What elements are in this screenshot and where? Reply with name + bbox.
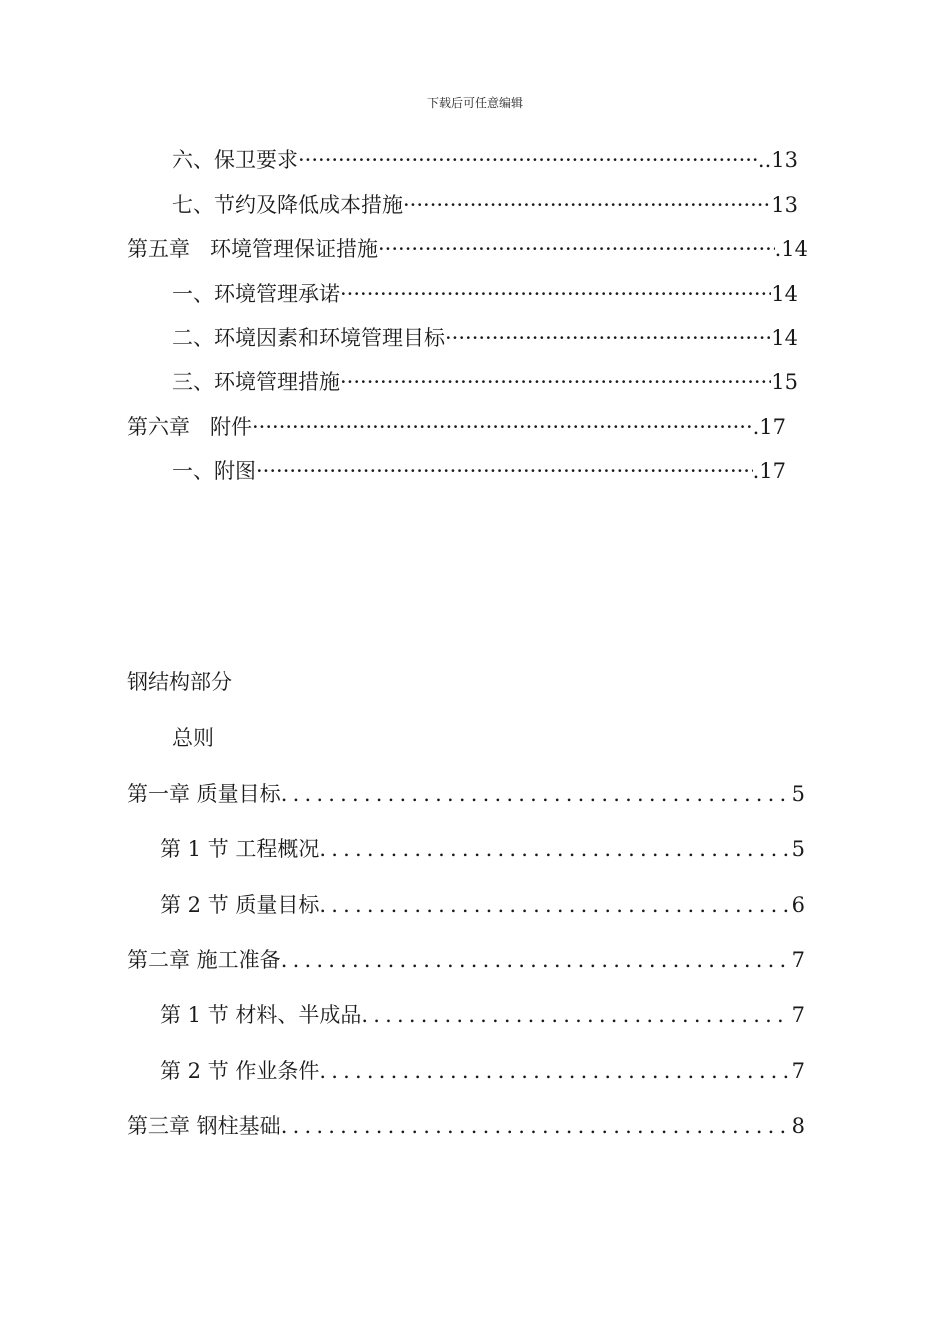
toc-entry-page: 7 bbox=[791, 948, 805, 972]
toc-entry[interactable] bbox=[172, 279, 798, 309]
toc-entry-page: 5 bbox=[791, 837, 805, 861]
toc-leader-dots bbox=[319, 1056, 787, 1086]
toc-entry-label: 三、环境管理措施 bbox=[172, 370, 340, 394]
toc-leader-dots bbox=[298, 145, 758, 175]
toc-entry-label: 第三章 钢柱基础 bbox=[127, 1114, 281, 1138]
toc-entry-label: 第 2 节 质量目标 bbox=[160, 893, 320, 917]
toc-chapter-entry[interactable] bbox=[127, 779, 805, 809]
toc-chapter-title: 环境管理保证措施 bbox=[210, 237, 378, 261]
toc-entry-label: 第 2 节 作业条件 bbox=[160, 1059, 320, 1083]
toc-entry-page: 15 bbox=[771, 370, 798, 394]
toc-entry-label: 七、节约及降低成本措施 bbox=[172, 193, 403, 217]
toc-entry-label: 第 1 节 工程概况 bbox=[160, 837, 320, 861]
toc-leader-dots bbox=[256, 456, 753, 486]
toc-entry[interactable] bbox=[172, 367, 798, 397]
toc-entry-label bbox=[127, 412, 252, 442]
section-title: 钢结构部分 bbox=[127, 670, 232, 694]
toc-entry-label: 六、保卫要求 bbox=[172, 148, 298, 172]
toc-chapter-title: 附件 bbox=[210, 415, 252, 439]
toc-entry-page: 6 bbox=[791, 893, 805, 917]
toc-leader-dots bbox=[281, 945, 788, 975]
toc-entry-page: 14 bbox=[771, 282, 798, 306]
toc-entry-label: 第 1 节 材料、半成品 bbox=[160, 1003, 362, 1027]
toc-entry[interactable] bbox=[160, 1000, 805, 1030]
toc-chapter-entry[interactable] bbox=[127, 412, 786, 442]
toc-leader-dots bbox=[445, 323, 771, 353]
toc-entry[interactable] bbox=[172, 323, 798, 353]
toc-entry-page: 8 bbox=[791, 1114, 805, 1138]
toc-entry[interactable] bbox=[172, 190, 798, 220]
toc-leader-dots bbox=[319, 834, 787, 864]
toc-entry[interactable] bbox=[160, 1056, 805, 1086]
toc-entry-page: .17 bbox=[752, 415, 786, 439]
toc-entry[interactable] bbox=[172, 456, 786, 486]
toc-entry-page: .17 bbox=[752, 459, 786, 483]
toc-leader-dots bbox=[340, 367, 771, 397]
toc-entry-label bbox=[127, 234, 378, 264]
page-header: 下载后可任意编辑 bbox=[426, 96, 523, 110]
toc-leader-dots bbox=[281, 779, 788, 809]
toc-chapter-number: 第五章 bbox=[127, 237, 190, 261]
toc-entry-label: 第一章 质量目标 bbox=[127, 782, 281, 806]
toc-entry-page: 14 bbox=[771, 326, 798, 350]
toc-leader-dots bbox=[340, 279, 771, 309]
toc-entry-label: 第二章 施工准备 bbox=[127, 948, 281, 972]
toc-entry-page: ..13 bbox=[757, 148, 798, 172]
toc-entry[interactable] bbox=[172, 145, 798, 175]
toc-entry-label: 二、环境因素和环境管理目标 bbox=[172, 326, 445, 350]
toc-chapter-entry[interactable] bbox=[127, 1111, 805, 1141]
toc-chapter-entry[interactable] bbox=[127, 234, 808, 264]
toc-entry-label: 一、附图 bbox=[172, 459, 256, 483]
toc-entry-page: 7 bbox=[791, 1003, 805, 1027]
toc-chapter-number: 第六章 bbox=[127, 415, 190, 439]
toc-leader-dots bbox=[378, 234, 775, 264]
toc-leader-dots bbox=[319, 890, 787, 920]
toc-chapter-entry[interactable] bbox=[127, 945, 805, 975]
toc-entry-page: 5 bbox=[791, 782, 805, 806]
toc-entry[interactable] bbox=[160, 890, 805, 920]
toc-entry-page: 7 bbox=[791, 1059, 805, 1083]
toc-entry-page: 13 bbox=[771, 193, 798, 217]
subsection-title: 总则 bbox=[172, 726, 214, 750]
toc-entry-label: 一、环境管理承诺 bbox=[172, 282, 340, 306]
toc-leader-dots bbox=[403, 190, 771, 220]
toc-entry[interactable] bbox=[160, 834, 805, 864]
toc-entry-page: .14 bbox=[774, 237, 808, 261]
toc-leader-dots bbox=[361, 1000, 787, 1030]
toc-leader-dots bbox=[252, 412, 753, 442]
toc-leader-dots bbox=[281, 1111, 788, 1141]
